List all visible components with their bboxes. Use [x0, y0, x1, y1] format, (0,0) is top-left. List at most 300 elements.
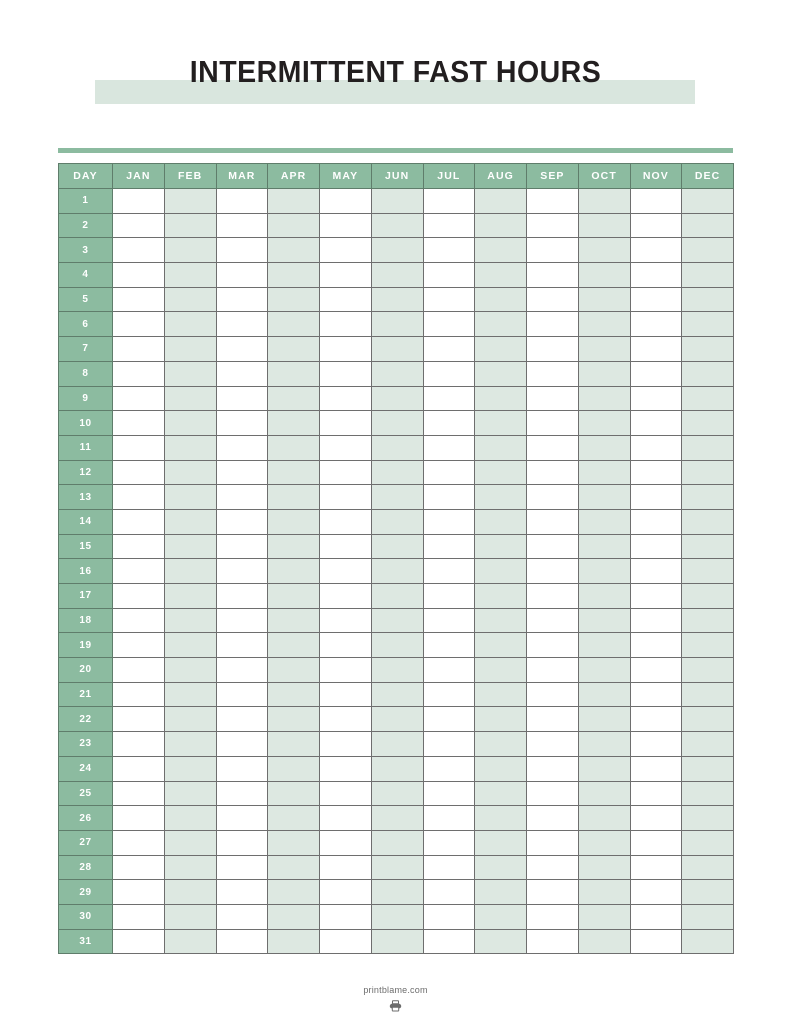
entry-cell[interactable] — [423, 806, 475, 831]
entry-cell[interactable] — [113, 756, 165, 781]
entry-cell[interactable] — [682, 460, 734, 485]
entry-cell[interactable] — [527, 411, 579, 436]
entry-cell[interactable] — [164, 707, 216, 732]
entry-cell[interactable] — [475, 830, 527, 855]
entry-cell[interactable] — [113, 485, 165, 510]
entry-cell[interactable] — [630, 312, 682, 337]
entry-cell[interactable] — [371, 830, 423, 855]
entry-cell[interactable] — [578, 830, 630, 855]
entry-cell[interactable] — [423, 386, 475, 411]
entry-cell[interactable] — [113, 213, 165, 238]
entry-cell[interactable] — [320, 682, 372, 707]
entry-cell[interactable] — [164, 929, 216, 954]
entry-cell[interactable] — [475, 756, 527, 781]
entry-cell[interactable] — [371, 781, 423, 806]
entry-cell[interactable] — [371, 732, 423, 757]
entry-cell[interactable] — [268, 880, 320, 905]
entry-cell[interactable] — [216, 435, 268, 460]
entry-cell[interactable] — [475, 189, 527, 214]
entry-cell[interactable] — [682, 756, 734, 781]
entry-cell[interactable] — [320, 929, 372, 954]
entry-cell[interactable] — [113, 534, 165, 559]
entry-cell[interactable] — [578, 213, 630, 238]
entry-cell[interactable] — [578, 756, 630, 781]
entry-cell[interactable] — [423, 435, 475, 460]
entry-cell[interactable] — [630, 707, 682, 732]
entry-cell[interactable] — [527, 460, 579, 485]
entry-cell[interactable] — [527, 238, 579, 263]
entry-cell[interactable] — [527, 732, 579, 757]
entry-cell[interactable] — [630, 806, 682, 831]
entry-cell[interactable] — [682, 855, 734, 880]
entry-cell[interactable] — [113, 658, 165, 683]
entry-cell[interactable] — [682, 559, 734, 584]
entry-cell[interactable] — [630, 263, 682, 288]
entry-cell[interactable] — [578, 855, 630, 880]
entry-cell[interactable] — [320, 584, 372, 609]
entry-cell[interactable] — [371, 584, 423, 609]
entry-cell[interactable] — [216, 337, 268, 362]
entry-cell[interactable] — [578, 287, 630, 312]
entry-cell[interactable] — [164, 781, 216, 806]
entry-cell[interactable] — [423, 238, 475, 263]
entry-cell[interactable] — [423, 361, 475, 386]
entry-cell[interactable] — [268, 509, 320, 534]
entry-cell[interactable] — [682, 806, 734, 831]
entry-cell[interactable] — [682, 485, 734, 510]
entry-cell[interactable] — [113, 361, 165, 386]
entry-cell[interactable] — [371, 658, 423, 683]
entry-cell[interactable] — [113, 682, 165, 707]
entry-cell[interactable] — [164, 411, 216, 436]
entry-cell[interactable] — [682, 633, 734, 658]
entry-cell[interactable] — [371, 386, 423, 411]
entry-cell[interactable] — [371, 485, 423, 510]
entry-cell[interactable] — [630, 534, 682, 559]
entry-cell[interactable] — [216, 189, 268, 214]
entry-cell[interactable] — [630, 682, 682, 707]
entry-cell[interactable] — [216, 312, 268, 337]
entry-cell[interactable] — [164, 287, 216, 312]
entry-cell[interactable] — [423, 781, 475, 806]
entry-cell[interactable] — [113, 584, 165, 609]
entry-cell[interactable] — [371, 608, 423, 633]
entry-cell[interactable] — [578, 929, 630, 954]
entry-cell[interactable] — [682, 608, 734, 633]
entry-cell[interactable] — [164, 658, 216, 683]
entry-cell[interactable] — [268, 781, 320, 806]
entry-cell[interactable] — [371, 534, 423, 559]
entry-cell[interactable] — [268, 584, 320, 609]
entry-cell[interactable] — [527, 929, 579, 954]
entry-cell[interactable] — [682, 189, 734, 214]
entry-cell[interactable] — [578, 337, 630, 362]
entry-cell[interactable] — [475, 559, 527, 584]
entry-cell[interactable] — [423, 658, 475, 683]
entry-cell[interactable] — [216, 929, 268, 954]
entry-cell[interactable] — [423, 756, 475, 781]
entry-cell[interactable] — [578, 485, 630, 510]
entry-cell[interactable] — [475, 658, 527, 683]
entry-cell[interactable] — [164, 608, 216, 633]
entry-cell[interactable] — [578, 509, 630, 534]
entry-cell[interactable] — [527, 485, 579, 510]
entry-cell[interactable] — [320, 386, 372, 411]
entry-cell[interactable] — [371, 460, 423, 485]
entry-cell[interactable] — [682, 263, 734, 288]
entry-cell[interactable] — [578, 904, 630, 929]
entry-cell[interactable] — [682, 658, 734, 683]
entry-cell[interactable] — [268, 830, 320, 855]
entry-cell[interactable] — [268, 633, 320, 658]
entry-cell[interactable] — [216, 361, 268, 386]
entry-cell[interactable] — [630, 509, 682, 534]
entry-cell[interactable] — [578, 534, 630, 559]
entry-cell[interactable] — [164, 732, 216, 757]
entry-cell[interactable] — [475, 238, 527, 263]
entry-cell[interactable] — [423, 880, 475, 905]
entry-cell[interactable] — [527, 189, 579, 214]
entry-cell[interactable] — [216, 608, 268, 633]
entry-cell[interactable] — [216, 880, 268, 905]
entry-cell[interactable] — [113, 312, 165, 337]
entry-cell[interactable] — [320, 732, 372, 757]
entry-cell[interactable] — [630, 435, 682, 460]
entry-cell[interactable] — [113, 732, 165, 757]
entry-cell[interactable] — [268, 337, 320, 362]
entry-cell[interactable] — [475, 806, 527, 831]
entry-cell[interactable] — [475, 287, 527, 312]
entry-cell[interactable] — [475, 929, 527, 954]
entry-cell[interactable] — [578, 682, 630, 707]
entry-cell[interactable] — [475, 213, 527, 238]
entry-cell[interactable] — [216, 855, 268, 880]
entry-cell[interactable] — [268, 658, 320, 683]
entry-cell[interactable] — [113, 855, 165, 880]
entry-cell[interactable] — [423, 460, 475, 485]
entry-cell[interactable] — [475, 855, 527, 880]
entry-cell[interactable] — [268, 756, 320, 781]
entry-cell[interactable] — [578, 658, 630, 683]
entry-cell[interactable] — [320, 509, 372, 534]
entry-cell[interactable] — [371, 189, 423, 214]
entry-cell[interactable] — [630, 411, 682, 436]
entry-cell[interactable] — [216, 806, 268, 831]
entry-cell[interactable] — [475, 509, 527, 534]
entry-cell[interactable] — [320, 633, 372, 658]
entry-cell[interactable] — [423, 830, 475, 855]
entry-cell[interactable] — [578, 559, 630, 584]
entry-cell[interactable] — [527, 633, 579, 658]
entry-cell[interactable] — [578, 411, 630, 436]
entry-cell[interactable] — [268, 707, 320, 732]
entry-cell[interactable] — [268, 189, 320, 214]
entry-cell[interactable] — [630, 756, 682, 781]
entry-cell[interactable] — [527, 361, 579, 386]
entry-cell[interactable] — [475, 386, 527, 411]
entry-cell[interactable] — [320, 559, 372, 584]
entry-cell[interactable] — [475, 880, 527, 905]
entry-cell[interactable] — [113, 608, 165, 633]
entry-cell[interactable] — [527, 559, 579, 584]
entry-cell[interactable] — [578, 189, 630, 214]
entry-cell[interactable] — [164, 213, 216, 238]
entry-cell[interactable] — [320, 806, 372, 831]
entry-cell[interactable] — [268, 559, 320, 584]
entry-cell[interactable] — [320, 485, 372, 510]
entry-cell[interactable] — [320, 411, 372, 436]
entry-cell[interactable] — [475, 337, 527, 362]
entry-cell[interactable] — [682, 830, 734, 855]
entry-cell[interactable] — [682, 534, 734, 559]
entry-cell[interactable] — [475, 781, 527, 806]
entry-cell[interactable] — [423, 509, 475, 534]
entry-cell[interactable] — [423, 608, 475, 633]
entry-cell[interactable] — [371, 238, 423, 263]
entry-cell[interactable] — [475, 534, 527, 559]
entry-cell[interactable] — [320, 213, 372, 238]
entry-cell[interactable] — [423, 411, 475, 436]
entry-cell[interactable] — [216, 485, 268, 510]
entry-cell[interactable] — [113, 509, 165, 534]
entry-cell[interactable] — [113, 263, 165, 288]
entry-cell[interactable] — [371, 435, 423, 460]
entry-cell[interactable] — [371, 633, 423, 658]
entry-cell[interactable] — [113, 386, 165, 411]
entry-cell[interactable] — [578, 732, 630, 757]
entry-cell[interactable] — [320, 238, 372, 263]
entry-cell[interactable] — [320, 189, 372, 214]
entry-cell[interactable] — [527, 386, 579, 411]
entry-cell[interactable] — [113, 929, 165, 954]
entry-cell[interactable] — [216, 633, 268, 658]
entry-cell[interactable] — [578, 238, 630, 263]
entry-cell[interactable] — [578, 361, 630, 386]
entry-cell[interactable] — [113, 460, 165, 485]
entry-cell[interactable] — [630, 584, 682, 609]
entry-cell[interactable] — [320, 658, 372, 683]
entry-cell[interactable] — [527, 312, 579, 337]
entry-cell[interactable] — [630, 904, 682, 929]
entry-cell[interactable] — [113, 238, 165, 263]
entry-cell[interactable] — [216, 534, 268, 559]
entry-cell[interactable] — [630, 929, 682, 954]
entry-cell[interactable] — [320, 460, 372, 485]
entry-cell[interactable] — [216, 756, 268, 781]
entry-cell[interactable] — [371, 559, 423, 584]
entry-cell[interactable] — [527, 435, 579, 460]
entry-cell[interactable] — [371, 337, 423, 362]
entry-cell[interactable] — [682, 584, 734, 609]
entry-cell[interactable] — [164, 460, 216, 485]
entry-cell[interactable] — [164, 337, 216, 362]
entry-cell[interactable] — [630, 608, 682, 633]
entry-cell[interactable] — [527, 682, 579, 707]
entry-cell[interactable] — [320, 855, 372, 880]
entry-cell[interactable] — [475, 707, 527, 732]
entry-cell[interactable] — [578, 263, 630, 288]
entry-cell[interactable] — [371, 287, 423, 312]
entry-cell[interactable] — [630, 830, 682, 855]
entry-cell[interactable] — [682, 312, 734, 337]
entry-cell[interactable] — [682, 707, 734, 732]
entry-cell[interactable] — [578, 435, 630, 460]
entry-cell[interactable] — [268, 312, 320, 337]
entry-cell[interactable] — [682, 435, 734, 460]
entry-cell[interactable] — [268, 855, 320, 880]
entry-cell[interactable] — [630, 189, 682, 214]
entry-cell[interactable] — [630, 559, 682, 584]
entry-cell[interactable] — [578, 781, 630, 806]
entry-cell[interactable] — [320, 337, 372, 362]
entry-cell[interactable] — [423, 485, 475, 510]
entry-cell[interactable] — [320, 707, 372, 732]
entry-cell[interactable] — [682, 904, 734, 929]
entry-cell[interactable] — [682, 337, 734, 362]
entry-cell[interactable] — [475, 682, 527, 707]
entry-cell[interactable] — [268, 435, 320, 460]
entry-cell[interactable] — [113, 806, 165, 831]
entry-cell[interactable] — [164, 435, 216, 460]
entry-cell[interactable] — [164, 361, 216, 386]
entry-cell[interactable] — [423, 855, 475, 880]
entry-cell[interactable] — [527, 608, 579, 633]
entry-cell[interactable] — [578, 460, 630, 485]
entry-cell[interactable] — [630, 633, 682, 658]
entry-cell[interactable] — [682, 682, 734, 707]
entry-cell[interactable] — [320, 830, 372, 855]
entry-cell[interactable] — [164, 682, 216, 707]
entry-cell[interactable] — [268, 238, 320, 263]
entry-cell[interactable] — [423, 682, 475, 707]
entry-cell[interactable] — [113, 633, 165, 658]
entry-cell[interactable] — [164, 559, 216, 584]
entry-cell[interactable] — [268, 732, 320, 757]
entry-cell[interactable] — [682, 386, 734, 411]
entry-cell[interactable] — [578, 633, 630, 658]
entry-cell[interactable] — [527, 830, 579, 855]
entry-cell[interactable] — [113, 904, 165, 929]
entry-cell[interactable] — [320, 880, 372, 905]
entry-cell[interactable] — [371, 312, 423, 337]
entry-cell[interactable] — [268, 929, 320, 954]
entry-cell[interactable] — [268, 460, 320, 485]
entry-cell[interactable] — [216, 781, 268, 806]
entry-cell[interactable] — [216, 904, 268, 929]
entry-cell[interactable] — [164, 485, 216, 510]
entry-cell[interactable] — [630, 485, 682, 510]
entry-cell[interactable] — [527, 756, 579, 781]
entry-cell[interactable] — [475, 361, 527, 386]
entry-cell[interactable] — [164, 238, 216, 263]
entry-cell[interactable] — [320, 361, 372, 386]
entry-cell[interactable] — [578, 806, 630, 831]
entry-cell[interactable] — [216, 509, 268, 534]
entry-cell[interactable] — [527, 855, 579, 880]
entry-cell[interactable] — [527, 287, 579, 312]
entry-cell[interactable] — [164, 830, 216, 855]
entry-cell[interactable] — [682, 287, 734, 312]
entry-cell[interactable] — [371, 707, 423, 732]
entry-cell[interactable] — [164, 534, 216, 559]
entry-cell[interactable] — [164, 312, 216, 337]
entry-cell[interactable] — [475, 312, 527, 337]
entry-cell[interactable] — [423, 732, 475, 757]
entry-cell[interactable] — [630, 880, 682, 905]
entry-cell[interactable] — [630, 460, 682, 485]
entry-cell[interactable] — [527, 213, 579, 238]
entry-cell[interactable] — [371, 904, 423, 929]
entry-cell[interactable] — [423, 633, 475, 658]
entry-cell[interactable] — [423, 312, 475, 337]
entry-cell[interactable] — [113, 880, 165, 905]
entry-cell[interactable] — [630, 658, 682, 683]
entry-cell[interactable] — [268, 682, 320, 707]
entry-cell[interactable] — [527, 658, 579, 683]
entry-cell[interactable] — [682, 411, 734, 436]
entry-cell[interactable] — [216, 287, 268, 312]
entry-cell[interactable] — [268, 534, 320, 559]
entry-cell[interactable] — [578, 707, 630, 732]
entry-cell[interactable] — [423, 189, 475, 214]
entry-cell[interactable] — [164, 880, 216, 905]
entry-cell[interactable] — [371, 880, 423, 905]
entry-cell[interactable] — [423, 263, 475, 288]
entry-cell[interactable] — [527, 263, 579, 288]
entry-cell[interactable] — [527, 880, 579, 905]
entry-cell[interactable] — [113, 435, 165, 460]
entry-cell[interactable] — [630, 732, 682, 757]
entry-cell[interactable] — [216, 658, 268, 683]
entry-cell[interactable] — [164, 904, 216, 929]
entry-cell[interactable] — [527, 534, 579, 559]
entry-cell[interactable] — [475, 732, 527, 757]
entry-cell[interactable] — [423, 904, 475, 929]
entry-cell[interactable] — [216, 559, 268, 584]
entry-cell[interactable] — [423, 213, 475, 238]
entry-cell[interactable] — [268, 213, 320, 238]
entry-cell[interactable] — [630, 386, 682, 411]
entry-cell[interactable] — [527, 337, 579, 362]
entry-cell[interactable] — [164, 263, 216, 288]
entry-cell[interactable] — [268, 263, 320, 288]
entry-cell[interactable] — [216, 707, 268, 732]
entry-cell[interactable] — [320, 756, 372, 781]
entry-cell[interactable] — [682, 509, 734, 534]
entry-cell[interactable] — [371, 806, 423, 831]
entry-cell[interactable] — [216, 830, 268, 855]
entry-cell[interactable] — [371, 213, 423, 238]
entry-cell[interactable] — [113, 411, 165, 436]
entry-cell[interactable] — [578, 386, 630, 411]
entry-cell[interactable] — [423, 287, 475, 312]
entry-cell[interactable] — [320, 263, 372, 288]
entry-cell[interactable] — [164, 756, 216, 781]
entry-cell[interactable] — [113, 559, 165, 584]
entry-cell[interactable] — [216, 238, 268, 263]
entry-cell[interactable] — [475, 435, 527, 460]
entry-cell[interactable] — [216, 460, 268, 485]
entry-cell[interactable] — [475, 411, 527, 436]
entry-cell[interactable] — [682, 880, 734, 905]
entry-cell[interactable] — [268, 806, 320, 831]
entry-cell[interactable] — [113, 287, 165, 312]
entry-cell[interactable] — [682, 213, 734, 238]
entry-cell[interactable] — [268, 904, 320, 929]
entry-cell[interactable] — [371, 855, 423, 880]
entry-cell[interactable] — [578, 312, 630, 337]
entry-cell[interactable] — [527, 904, 579, 929]
